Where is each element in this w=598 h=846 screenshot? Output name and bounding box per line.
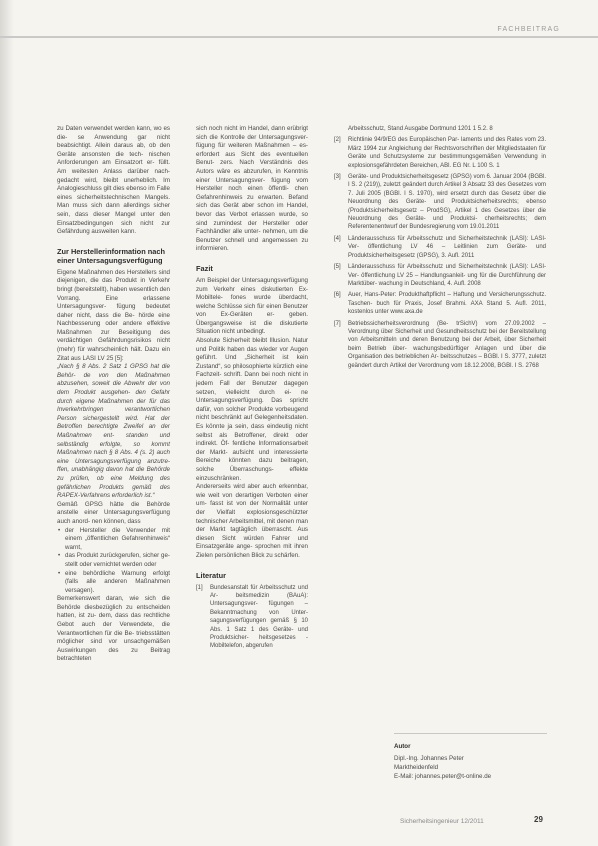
author-name: Dipl.-Ing. Johannes Peter	[394, 755, 464, 762]
reference-text: Auer, Hans-Peter: Produkthaftpflicht – Haftung und Versicherungsschutz. Taschen- buch für Praxis, Josef Brahmi. AXA Stand 5. Aufl. 2011, kostenlos unter www.axa.de	[348, 292, 546, 316]
column-2	[196, 125, 308, 651]
reference-text: Länderausschuss für Arbeitsschutz und Sicherheitstechnik (LASI): LASI-Ver- öffentlichung LV 25 – Handlungsanleit- ung für die Durchführung der Marktüber- wachung in Deutschland, 4. Aufl. 2008	[348, 264, 546, 287]
paragraph: Gemäß GPSG hätte die Behörde anstelle einer Untersagungsverfügung auch anord- nen können, dass	[57, 500, 170, 525]
reference-item	[334, 173, 546, 232]
reference-item	[334, 320, 546, 370]
reference-text: Länderausschuss für Arbeitsschutz und Sicherheitstechnik (LASI): LASI-Ver- öffentlichung LV 46 – Leitlinien zum Geräte- und Produktsicherheitsgesetz (GPSG), 3. Aufl. 2011	[348, 235, 546, 259]
reference-item	[334, 263, 546, 288]
reference-number: [2]	[334, 137, 341, 144]
reference-number: [7]	[334, 320, 341, 327]
reference-number: [4]	[334, 235, 341, 242]
reference-number: [5]	[334, 264, 341, 271]
reference-text: Betriebssicherheitsverordnung (Be- trSichV) vom 27.09.2002 – Verordnung über Sicherheit und Gesundheitsschutz bei der Bereitstellung von Arbeitsmitteln und deren Benutzung bei der Arbeit, über Sicherheit beim Betrieb über- wachungsbedürftiger Anlagen und über die Organisation des betrieblichen Ar- beitsschutzes – BGBl. I S. 3777, zuletzt geändert durch Artikel der Verordnung vom 18.12.2008, BGBl. I S. 2768	[348, 320, 546, 369]
page-gutter-shadow	[0, 0, 14, 846]
paragraph: Am Beispiel der Untersagungsverfügung zum Verkehr eines diskutierten Ex-Mobiltele- fones wurde überdacht, welche Schlüsse sich für einen Benutzer von Ex-Geräten er- geben. Übergangsweise ist die diskutierte Situation nicht unbedingt.	[196, 276, 308, 336]
list-item: • das Produkt zurückgerufen, sicher ge- stellt oder vernichtet werden oder	[57, 552, 170, 569]
author-email[interactable]: E-Mail: johannes.peter@t-online.de	[394, 773, 492, 780]
column-1	[57, 125, 170, 664]
header-rule	[0, 36, 598, 38]
section-heading-fazit: Fazit	[196, 263, 213, 273]
journal-footer: Sicherheitsingenieur 12/2011	[400, 818, 484, 825]
reference-number	[334, 125, 348, 133]
reference-item	[334, 235, 546, 260]
reference-item	[334, 136, 546, 170]
author-box	[394, 733, 547, 804]
section-label: FACHBEITRAG	[493, 26, 564, 33]
reference-item	[334, 125, 546, 133]
page-number: 29	[534, 815, 543, 824]
reference-number: [3]	[334, 174, 341, 181]
paragraph: zu Daten verwendet werden kann, wo es die- se Anwendung gar nicht beabsichtigt. Allein daraus ab, ob den Geräte ansonsten die tech- nischen Anforderungen am Einsatzort er- füllt. Am weitesten Anlass darüber nach- gedacht wird, bleibt unerheblich. Im Analogieschluss gilt dies ebenso im Falle eines sicherheitstechnischen Mangels. Man muss sich dann allerdings sicher sein, dass dieser Mangel unter den Einsatzbedingungen sich nicht zur Gefährdung ausweiten kann.	[57, 125, 170, 236]
bullet-list	[57, 527, 170, 596]
reference-text: Geräte- und Produktsicherheitsgesetz (GPSG) vom 6. Januar 2004 (BGBl. I S. 2 (219)), zuletzt geändert durch Artikel 3 Absatz 33 des Gesetzes vom 7. Juli 2005 (BGBl. I S. 1970), wird ersetzt durch das Gesetz über die Neuordnung des Geräte- und Produktsicherheitsrechts; ebenso (Produktsicherheitsgesetz – ProdSG), Artikel 1 des Gesetzes über die Neuordnung des Geräte- und Produktsi- cherheitsrechts; dem Referentenentwurf der Bundesregierung vom 19.01.2011	[348, 174, 546, 231]
paragraph: Andererseits wird aber auch erkennbar, wie weit von derartigen Verboten einer um- fasst ist von der Normalität unter der Vielfalt explosionsgeschützter technischer Arbeitsmittel, mit denen man der Markt tagtäglich überrascht. Aus diesen Sicht würden Fahrer und Einsatzgeräte ange- sprochen mit ihren Zielen persönlichen Blick zu schärfen.	[196, 483, 308, 559]
reference-item	[334, 291, 546, 316]
block-quote: „Nach § 8 Abs. 2 Satz 1 GPSG hat die Behör- de von den Maßnahmen abzusehen, soweit die Abwehr der von dem Produkt ausgehen- den Gefahr durch eigene Maßnahmen der für das Inverkehrbringen verantwortlichen Person sichergestellt wird. Hat der Betroffen berechtigte Zweifel an der Maßnahmen ent- standen und selbständig erfolgte, so kommt Maßnahmen nach § 8 Abs. 4 (s. 2) auch eine Untersagungsverfügung anzutre- ffen, unabhängig davon hat die Behörde zu prüfen, ob eine Meldung des gefährlichen Produkts gemäß des RAPEX-Verfahrens erforderlich ist.“	[57, 363, 170, 500]
reference-number: [1]	[196, 584, 203, 591]
author-heading: Autor	[394, 743, 411, 750]
column-3-references	[334, 125, 546, 373]
paragraph: sich noch nicht im Handel, dann erübrigt sich die Kontrolle der Untersagungsver- fügung für weiteren Maßnahmen – es- erfordert aus Sicht des eventuellen Benut- zers. Nach Verständnis des Autors wäre es abzurufen, in Kenntnis einer Untersagungsver- fügung vom Hersteller noch einen öffentli- chen Gefahrenhinweis zu erwarten. Befand sich das Gerät aber schon im Handel, bevor das Verbot erlassen wurde, so sind zumindest der Hersteller oder Fachhändler alle unter- nehmen, um die Benutzer schnell und angemessen zu informieren.	[196, 125, 308, 253]
reference-text: Richtlinie 94/9/EG des Europäischen Par- laments und des Rates vom 23. März 1994 zur Angleichung der Rechtsvorschriften der Mitgliedstaaten für Geräte und Schutzsysteme zur bestimmungsgemäßen Verwendung in explosionsgefährdeten Bereichen, ABl. EG Nr. L 100 S. 1	[348, 137, 546, 169]
literature-heading: Literatur	[196, 570, 226, 580]
author-city: Marktheidenfeld	[394, 764, 439, 771]
paragraph: Bemerkenswert daran, wie sich die Behörde diesbezüglich zu entscheiden hatten, ist zu- dem, dass das rechtliche Gebot auch der Verwendete, die Verantwortlichen für die Be- triebsstätten möglicher sind vor unsachgemäßen Auswirkungen des zu Beitrag betrachteten	[57, 595, 170, 663]
paragraph: Absolute Sicherheit bleibt Illusion. Natur und Politik haben das wieder vor Augen geführt. Und „Sicherheit ist kein Zustand“, so philosophierte kürzlich eine Fachzeit- schrift. Dann bei noch nicht in jedem Fall der Benutzer dagegen setzen, vielleicht durch ei- ne Untersagungsverfügung. Das spricht dafür, von solcher Produkte vorbeugend nicht beschränkt auf Gelegenheitsdaten. Es könnte ja sein, dass eindeutig nicht selbst als Betroffener, direkt oder indirekt. Öf- fentliche Informationsarbeit der Markt- aufsicht und interessierte Bereiche könnten dazu beitragen, solche Überraschungs- effekte einzuschränken.	[196, 337, 308, 482]
list-item: • der Hersteller die Verwender mit einem „öffentlichen Gefahrenhinweis“ warnt,	[57, 527, 170, 553]
list-item: • eine behördliche Warnung erfolgt (falls alle anderen Maßnahmen versagen).	[57, 570, 170, 596]
paragraph: Eigene Maßnahmen des Herstellers sind diejenigen, die das Produkt in Verkehr bringt (bereitstellt), haben wesentlich den Vorrang. Eine erlassene Untersagungsver- fügung bedeutet daher nicht, dass die Be- hörde eine Nachbesserung oder andere effektive Maßnahmen zur Beseitigung des verdächtigen Gefährdungsrisikos nicht (mehr) für wahrscheinlich hält. Dazu ein Zitat aus LASI LV 25 [5]:	[57, 268, 170, 362]
section-heading: Zur Herstellerinformation nach einer Untersagungsverfügung	[57, 246, 166, 265]
reference-text: Arbeitsschutz, Stand Ausgabe Dortmund 1201 1 5.2. 8	[348, 126, 493, 132]
reference-text: Bundesanstalt für Arbeitsschutz und Ar- beitsmedizin (BAuA): Untersagungsver- fügungen – Bekanntmachung von Unter- sagungsverfügungen gemäß § 10 Abs. 1 Satz 1 des Geräte- und Produktsicher- heitsgesetzes - Mobiltelefon, abgerufen	[210, 584, 308, 650]
reference-number: [6]	[334, 292, 341, 299]
reference-item	[196, 584, 308, 651]
